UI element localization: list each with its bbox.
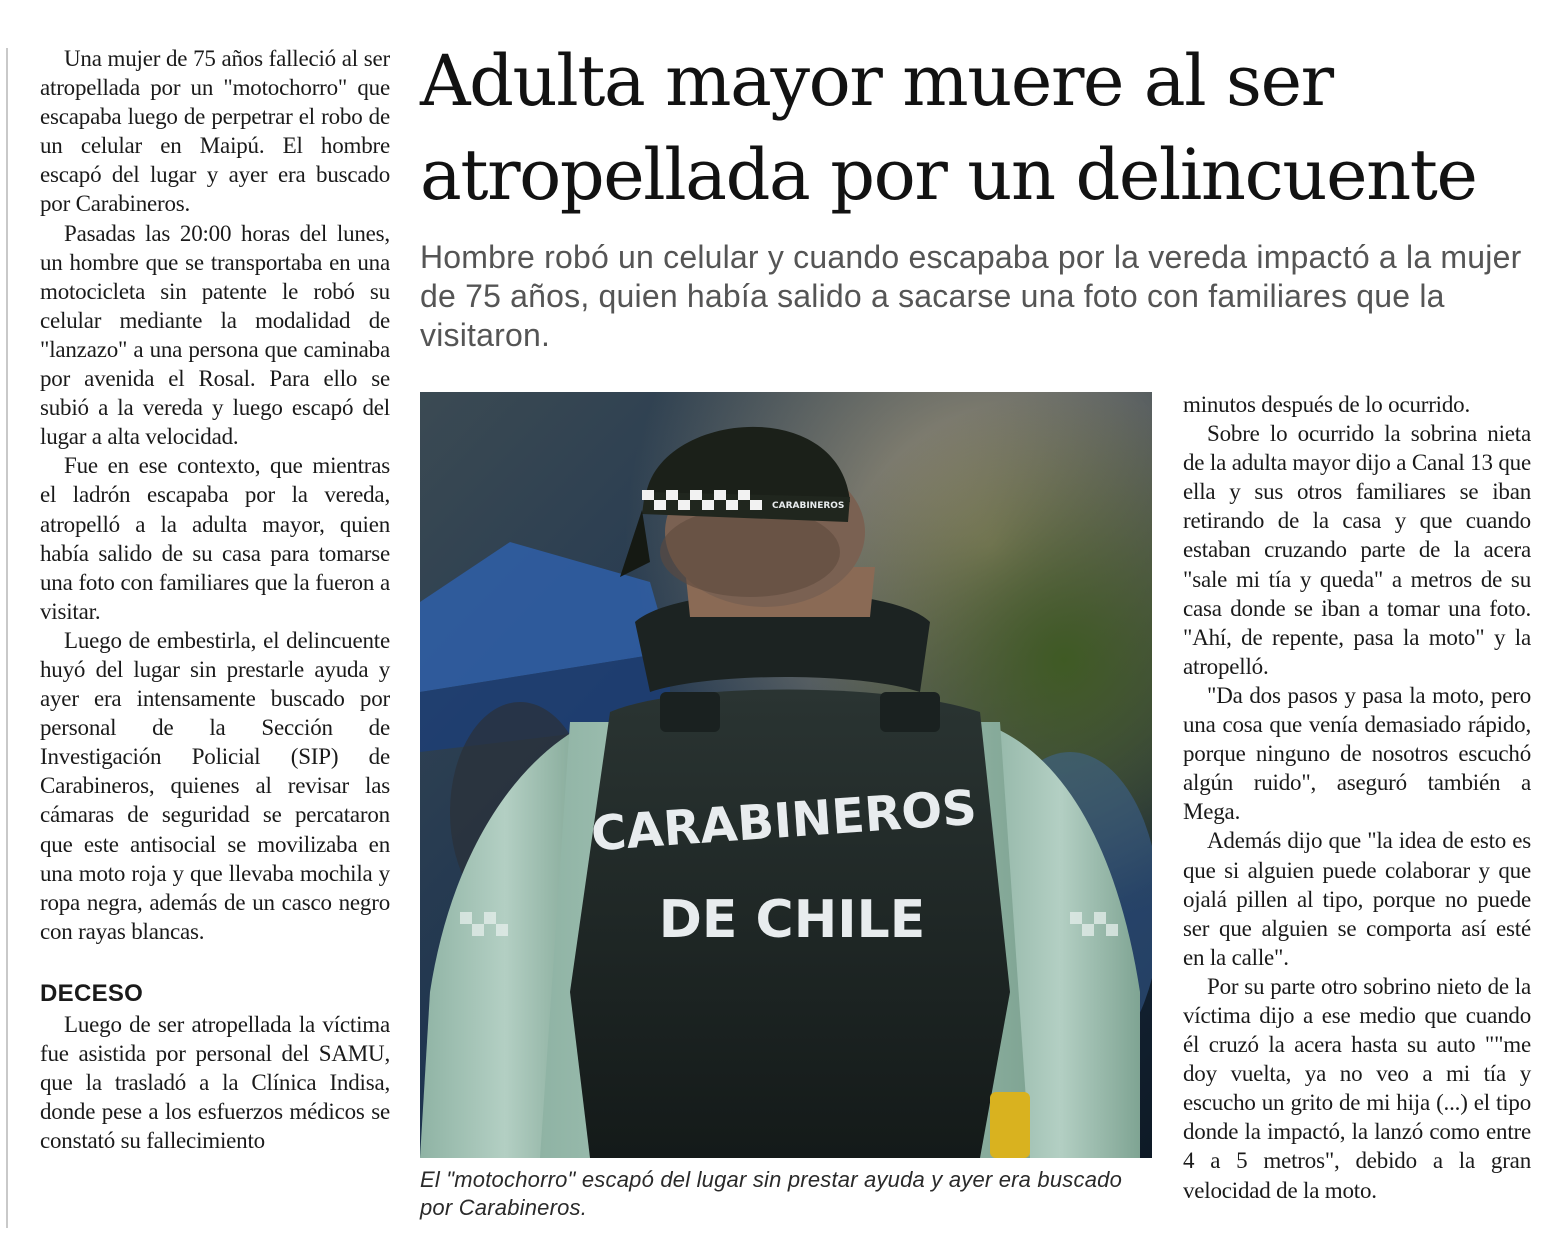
body-paragraph: Luego de ser atropellada la víctima fue asistida por personal del SAMU, que la trasladó a la Clínica Indisa, donde pese a los esfuerzos médicos se constató su fallecimiento: [40, 1011, 390, 1154]
body-paragraph: "Da dos pasos y pasa la moto, pero una cosa que venía demasiado rápido, porque ninguno de nosotros escuchó algún ruido", aseguró también a Mega.: [1183, 682, 1531, 825]
article-deck: Hombre robó un celular y cuando escapaba por la vereda impactó a la mujer de 75 años, quien había salido a sacarse una foto con familiares que la visitaron.: [420, 239, 1522, 353]
cap-badge-text: CARABINEROS: [772, 501, 845, 511]
body-paragraph: Luego de embestirla, el delincuente huyó del lugar sin prestarle ayuda y ayer era intensamente buscado por personal de la Sección de Investigación Policial (SIP) de Carabineros, quienes al revisar las cámaras de seguridad se percataron que este antisocial se movilizaba en una moto roja y que llevaba mochila y ropa negra, además de un casco negro con rayas blancas.: [40, 627, 390, 944]
photo-caption: El "motochorro" escapó del lugar sin prestar ayuda y ayer era buscado por Carabineros.: [420, 1167, 1123, 1220]
body-paragraph: Por su parte otro sobrino nieto de la víctima dijo a ese medio que cuando él cruzó la acera hasta su auto ""me doy vuelta, ya no veo a mi tía y escucho un grito de mi hija (...) el tipo donde la impactó, la lanzó como entre 4 a 5 metros", debido a la gran velocidad de la moto.: [1183, 973, 1531, 1203]
body-paragraph: Sobre lo ocurrido la sobrina nieta de la adulta mayor dijo a Canal 13 que ella y sus otros familiares se iban retirando de la casa y que cuando estaban cruzando parte de la acera "sale mi tía y queda" a metros de su casa donde se iban a tomar una foto. "Ahí, de repente, pasa la moto" y la atropelló.: [1183, 421, 1531, 679]
vest-text-line1: CARABINEROS: [589, 779, 979, 863]
body-paragraph: Además dijo que "la idea de esto es que si alguien puede colaborar y que ojalá pillen al tipo, porque no puede ser que alguien se comporta así esté en la calle".: [1183, 828, 1531, 970]
body-paragraph: Pasadas las 20:00 horas del lunes, un hombre que se transportaba en una motocicleta sin patente le robó su celular mediante la modalidad de "lanzazo" a una persona que caminaba por avenida el Rosal. Para ello se subió a la vereda y luego escapó del lugar a alta velocidad.: [40, 220, 390, 450]
page-edge-rule: [6, 48, 8, 1228]
section-subhead: DECESO: [40, 979, 144, 1007]
vest-text-line2: DE CHILE: [658, 890, 926, 950]
body-paragraph: Una mujer de 75 años falleció al ser atropellada por un "motochorro" que escapaba luego de perpetrar el robo de un celular en Maipú. El hombre escapó del lugar y ayer era buscado por Carabineros.: [40, 46, 390, 217]
police-officer-illustration: [420, 392, 1152, 1158]
article-headline: Adulta mayor muere al ser atropellada por un delincuente: [420, 40, 1477, 216]
article-body-right-column: [1183, 390, 1531, 1205]
news-photo: [420, 392, 1152, 1158]
body-paragraph: minutos después de lo ocurrido.: [1183, 392, 1471, 417]
article-body-left-column: [40, 44, 390, 1155]
body-paragraph: Fue en ese contexto, que mientras el ladrón escapaba por la vereda, atropelló a la adulta mayor, quien había salido de su casa para tomarse una foto con familiares que la fueron a visitar.: [40, 453, 390, 624]
